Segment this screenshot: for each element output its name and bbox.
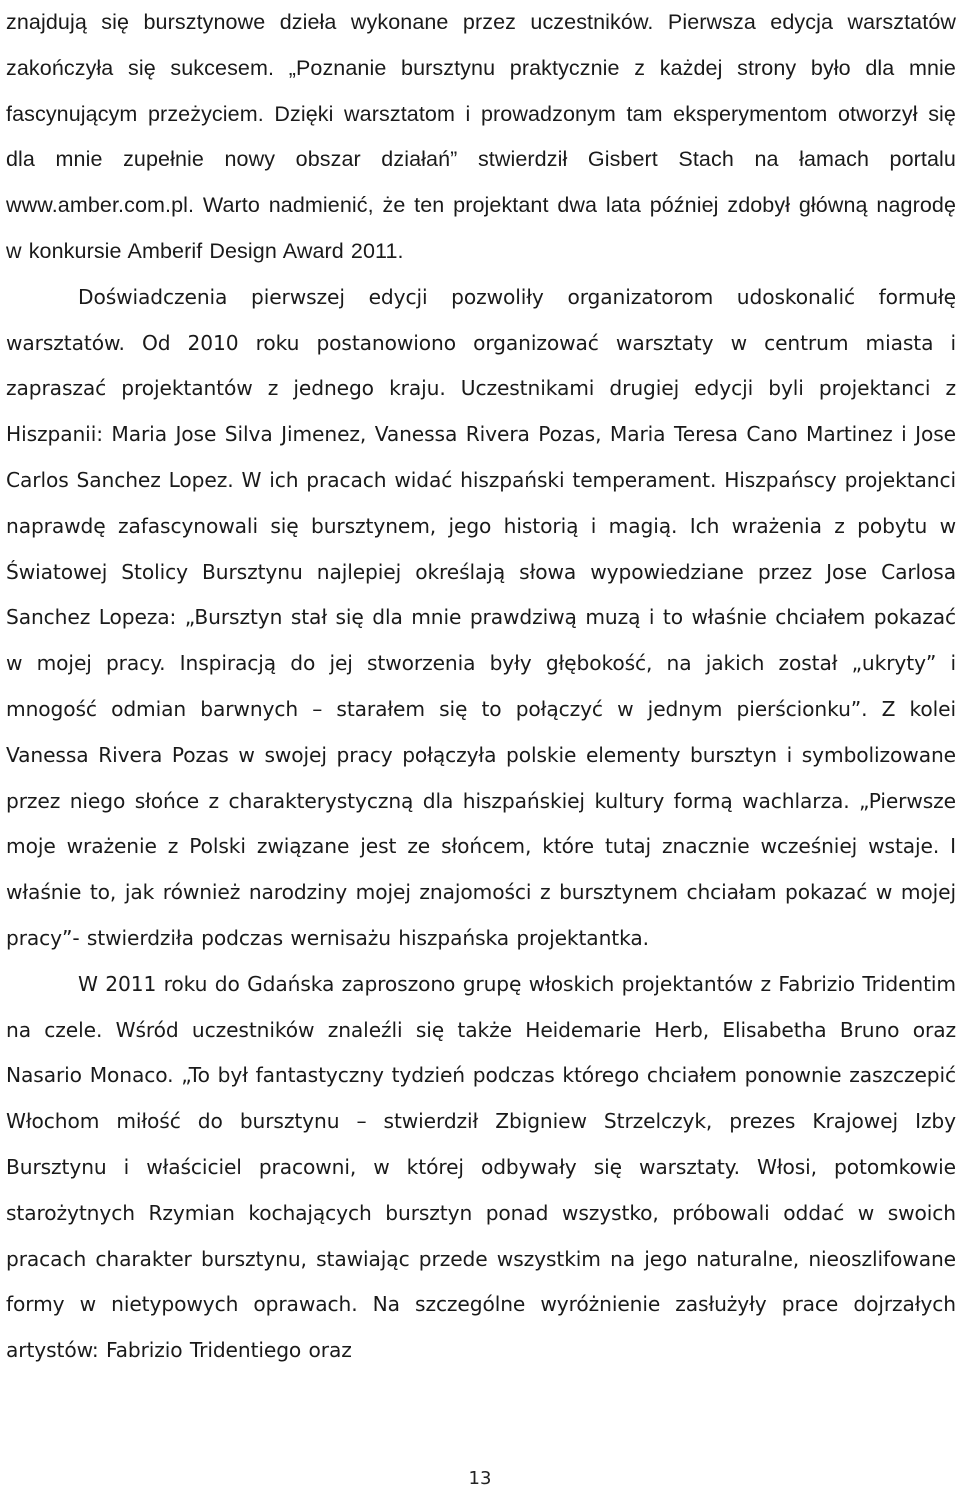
paragraph-spanish-edition: Doświadczenia pierwszej edycji pozwoliły organizatorom udoskonalić formułę warsztatów. Od 2010 roku postanowiono organizować warsztaty w centrum miasta i zapraszać projektantów z jednego kraju. Uczestnikami drugiej edycji byli projektanci z Hiszpanii: Maria Jose Silva Jimenez, Vanessa Rivera Pozas, Maria Teresa Cano Martinez i Jose Carlos Sanchez Lopez. W ich pracach widać hiszpański temperament. Hiszpańscy projektanci naprawdę zafascynowali się bursztynem, jego historią i magią. Ich wrażenia z pobytu w Światowej Stolicy Bursztynu najlepiej określają słowa wypowiedziane przez Jose Carlosa Sanchez Lopeza: „Bursztyn stał się dla mnie prawdziwą muzą i to właśnie chciałem pokazać w mojej pracy. Inspiracją do jej stworzenia były głębokość, na jakich został „ukryty” i mnogość odmian barwnych – starałem się to połączyć w jednym pierścionku”. Z kolei Vanessa Rivera Pozas w swojej pracy połączyła polskie elementy bursztyn i symbolizowane przez niego słońce z charakterystyczną dla hiszpańskiej kultury formą wachlarza. „Pierwsze moje wrażenie z Polski związane jest ze słońcem, które tutaj znacznie wcześniej wstaje. I właśnie to, jak również narodziny mojej znajomości z bursztynem chciałam pokazać w mojej pracy”- stwierdziła podczas wernisażu hiszpańska projektantka.: [6, 284, 956, 950]
paragraph-workshop-first-edition: znajdują się bursztynowe dzieła wykonane przez uczestników. Pierwsza edycja warsztatów zakończyła się sukcesem. „Poznanie bursztynu praktycznie z każdej strony było dla mnie fascynującym przeżyciem. Dzięki warsztatom i prowadzonym tam eksperymentom otworzył się dla mnie zupełnie nowy obszar działań” stwierdził Gisbert Stach na łamach portalu www.amber.com.pl. Warto nadmienić, że ten projektant dwa lata później zdobył główną nagrodę w konkursie Amberif Design Award 2011.: [6, 10, 956, 263]
page-number: 13: [468, 1468, 492, 1489]
paragraph-italian-edition: W 2011 roku do Gdańska zaproszono grupę włoskich projektantów z Fabrizio Tridentim na czele. Wśród uczestników znaleźli się także Heidemarie Herb, Elisabetha Bruno oraz Nasario Monaco. „To był fantastyczny tydzień podczas którego chciałem ponownie zaszczepić Włochom miłość do bursztynu – stwierdził Zbigniew Strzelczyk, prezes Krajowej Izby Bursztynu i właściciel pracowni, w której odbywały się warsztaty. Włosi, potomkowie starożytnych Rzymian kochających bursztyn ponad wszystko, próbowali oddać w swoich pracach charakter bursztynu, stawiając przede wszystkim na jego naturalne, nieoszlifowane formy w nietypowych oprawach. Na szczególne wyróżnienie zasłużyły prace dojrzałych artystów: Fabrizio Tridentiego oraz: [6, 971, 956, 1363]
document-body: [6, 0, 956, 1374]
